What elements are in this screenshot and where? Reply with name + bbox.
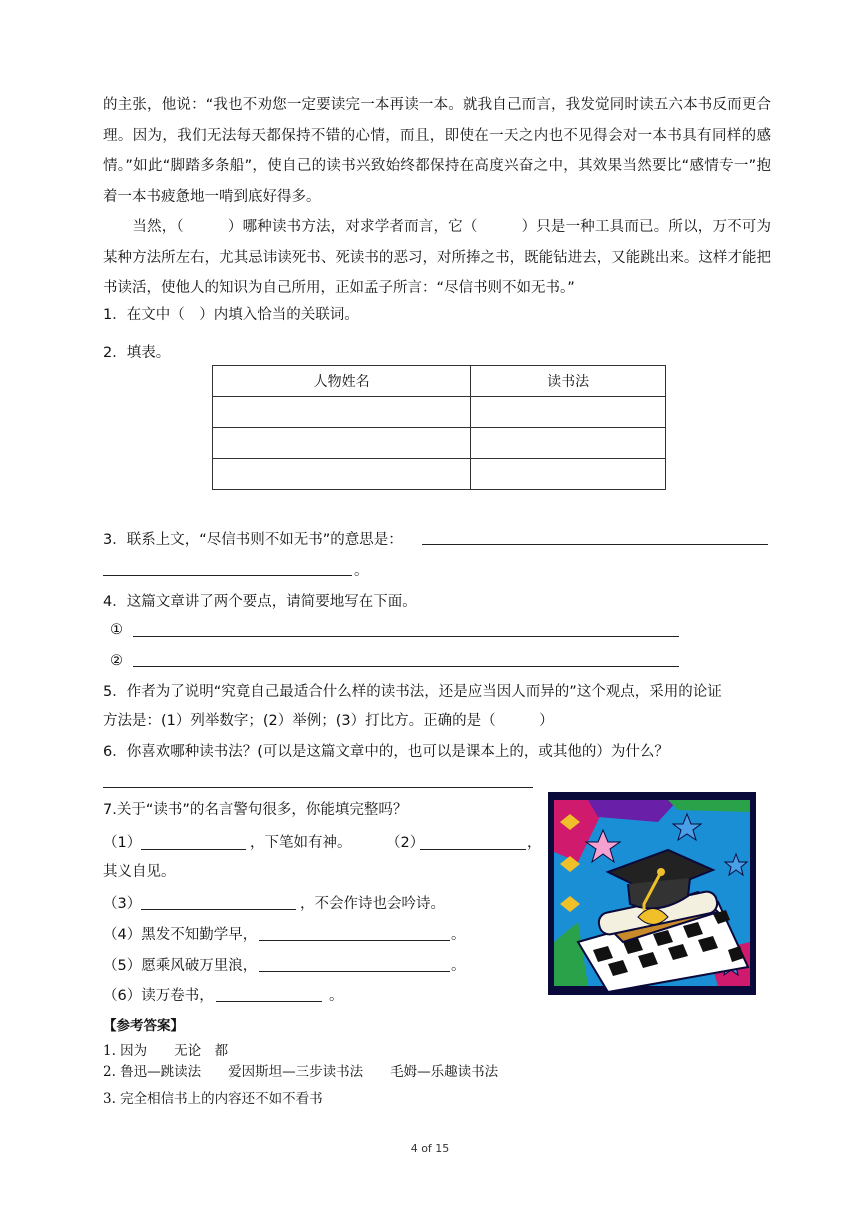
q7-item-4-prefix: （4）黑发不知勤学早， [103,927,258,943]
blank-line[interactable] [259,971,450,972]
question-4: 4．这篇文章讲了两个要点，请简要地写在下面。 [103,594,417,610]
table-header-method: 读书法 [471,366,666,397]
table-cell[interactable] [213,459,471,490]
question-6: 6．你喜欢哪种读书法？(可以是这篇文章中的，也可以是课本上的，或其他的）为什么？ [103,744,669,760]
question-7: 7.关于“读书”的名言警句很多，你能填完整吗？ [103,802,408,818]
table-cell[interactable] [213,397,471,428]
answer-1: 1. 因为 无论 都 [103,1043,229,1059]
blank-line[interactable] [259,940,450,941]
answer-3: 3. 完全相信书上的内容还不如不看书 [103,1091,323,1107]
question-3-end: 。 [354,563,369,579]
answer-line[interactable] [103,575,352,576]
question-5-line-1: 5．作者为了说明“究竟自己最适合什么样的读书法，还是应当因人而异的”这个观点，采用的论证 [103,684,722,700]
question-1: 1．在文中（ ）内填入恰当的关联词。 [103,307,359,323]
q7-item-2-prefix: （2） [386,835,425,851]
blank-line[interactable] [141,909,296,910]
table-cell[interactable] [213,428,471,459]
q7-item-2-suffix: 其义自见。 [103,864,176,880]
graduation-clipart-image [548,792,756,995]
table-header-name: 人物姓名 [213,366,471,397]
answers-title: 【参考答案】 [103,1018,184,1034]
table-row [213,459,666,490]
answer-line[interactable] [422,544,768,545]
question-5-line-2: 方法是：(1）列举数字；(2）举例；(3）打比方。正确的是（ ） [103,713,554,729]
q7-item-1-suffix: ，下笔如有神。 [250,835,352,851]
point-marker-2: ② [110,653,123,669]
point-marker-1: ① [110,622,123,638]
q7-item-3-prefix: （3） [103,896,142,912]
passage-paragraph-2: 当然，（ ）哪种读书方法，对求学者而言，它（ ）只是一种工具而已。所以，万不可为某种方法所左右，尤其忌讳读死书、死读书的恶习，对所捧之书，既能钻进去，又能跳出来。这样才能把书读活，使他人的知识为自己所用，正如孟子所言：“尽信书则不如无书。” [103,219,771,296]
q7-item-1-prefix: （1） [103,835,142,851]
table-row [213,397,666,428]
blank-line[interactable] [216,1001,322,1002]
q7-item-6-prefix: （6）读万卷书， [103,988,214,1004]
q7-item-5-prefix: （5）愿乘风破万里浪， [103,958,258,974]
q7-item-3-suffix: ，不会作诗也会吟诗。 [300,896,445,912]
answer-line[interactable] [133,666,679,667]
blank-line[interactable] [420,849,526,850]
table-cell[interactable] [471,397,666,428]
table-cell[interactable] [471,459,666,490]
question-3: 3．联系上文，“尽信书则不如无书”的意思是： [103,532,403,548]
table-row [213,428,666,459]
answer-2: 2. 鲁迅—跳读法 爱因斯坦—三步读书法 毛姆—乐趣读书法 [103,1064,499,1080]
q7-item-2-comma: ， [527,835,542,851]
table-cell[interactable] [471,428,666,459]
page-number: 4 of 15 [410,1142,450,1155]
question-2: 2．填表。 [103,345,171,361]
passage-paragraph-1: 的主张，他说：“我也不劝您一定要读完一本再读一本。就我自己而言，我发觉同时读五六本书反而更合理。因为，我们无法每天都保持不错的心情，而且，即使在一天之内也不见得会对一本书具有同样的感情。”如此“脚踏多条船”，使自己的读书兴致始终都保持在高度兴奋之中，其效果当然要比“感情专一”抱着一本书疲惫地一啃到底好得多。 [103,97,771,205]
answer-line[interactable] [103,787,533,788]
answer-line[interactable] [133,636,679,637]
q7-item-4-suffix: 。 [451,927,466,943]
blank-line[interactable] [141,849,246,850]
fill-in-table [212,365,666,490]
q7-item-6-suffix: 。 [329,988,344,1004]
q7-item-5-suffix: 。 [451,958,466,974]
